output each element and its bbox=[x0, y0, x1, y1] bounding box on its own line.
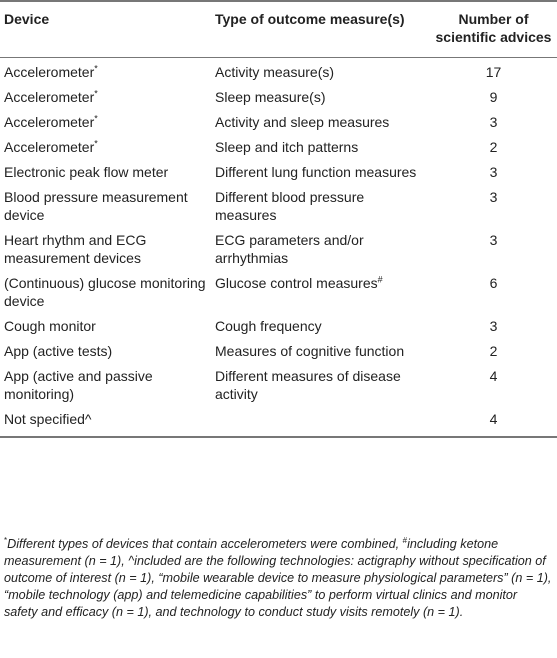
footnote-mark-asterisk: * bbox=[4, 535, 8, 545]
device-text: Accelerometer bbox=[4, 64, 95, 80]
device-footnote-mark: * bbox=[94, 88, 98, 99]
device-text: Heart rhythm and ECG measurement devices bbox=[4, 232, 147, 266]
outcome-text: Glucose control measures bbox=[215, 275, 378, 291]
table-row bbox=[0, 271, 557, 314]
table-row bbox=[0, 339, 557, 364]
cell-device bbox=[0, 185, 211, 228]
cell-device bbox=[0, 271, 211, 314]
outcome-text: ECG parameters and/or arrhythmias bbox=[215, 232, 364, 266]
cell-outcome bbox=[211, 228, 430, 271]
cell-device bbox=[0, 58, 211, 86]
device-text: Not specified^ bbox=[4, 411, 92, 427]
device-text: Blood pressure measurement device bbox=[4, 189, 188, 223]
cell-count: 4 bbox=[489, 368, 498, 384]
device-text: Electronic peak flow meter bbox=[4, 164, 169, 180]
cell-count: 6 bbox=[489, 275, 498, 291]
table-row bbox=[0, 110, 557, 135]
table-header-row bbox=[0, 1, 557, 58]
device-text: App (active tests) bbox=[4, 343, 113, 359]
outcome-text: Different lung function measures bbox=[215, 164, 417, 180]
cell-count: 3 bbox=[489, 114, 498, 130]
cell-outcome bbox=[211, 407, 430, 437]
table-row bbox=[0, 185, 557, 228]
device-footnote-mark: * bbox=[94, 113, 98, 124]
cell-device bbox=[0, 160, 211, 185]
cell-device bbox=[0, 314, 211, 339]
device-text: App (active and passive monitoring) bbox=[4, 368, 153, 402]
cell-outcome bbox=[211, 160, 430, 185]
cell-count: 3 bbox=[489, 318, 498, 334]
cell-count: 17 bbox=[485, 64, 502, 80]
table-row bbox=[0, 228, 557, 271]
cell-outcome bbox=[211, 364, 430, 407]
cell-count: 2 bbox=[489, 139, 498, 155]
cell-count: 9 bbox=[489, 89, 498, 105]
device-footnote-mark: * bbox=[94, 138, 98, 149]
table-row bbox=[0, 135, 557, 160]
outcome-text: Cough frequency bbox=[215, 318, 322, 334]
cell-device bbox=[0, 85, 211, 110]
cell-device bbox=[0, 407, 211, 437]
table-row bbox=[0, 85, 557, 110]
outcome-text: Activity measure(s) bbox=[215, 64, 335, 80]
header-outcome: Type of outcome measure(s) bbox=[211, 1, 430, 58]
cell-outcome bbox=[211, 110, 430, 135]
table-row bbox=[0, 364, 557, 407]
cell-count: 4 bbox=[430, 407, 557, 437]
outcome-text: Sleep and itch patterns bbox=[215, 139, 359, 155]
device-text: Cough monitor bbox=[4, 318, 96, 334]
footnote-text-2: including ketone measurement (n = 1), ^included are the following technologies: actigraphy without specification of outcome of interest (n = 1), “mobile wearable device to measure physiological parameters” (n = 1), “mobile technology (app) and telemedicine capabilities” to perform virtual clinics and monitor safety and efficacy (n = 1), and technology to conduct study visits remotely (n = 1). bbox=[4, 537, 552, 619]
cell-outcome bbox=[211, 58, 430, 86]
table-row bbox=[0, 407, 557, 437]
table-row bbox=[0, 314, 557, 339]
cell-count: 3 bbox=[489, 189, 498, 205]
cell-device bbox=[0, 339, 211, 364]
cell-outcome bbox=[211, 314, 430, 339]
footnote-text-1: Different types of devices that contain accelerometers were combined, bbox=[7, 537, 403, 551]
cell-outcome bbox=[211, 185, 430, 228]
device-footnote-mark: * bbox=[94, 63, 98, 74]
cell-device bbox=[0, 110, 211, 135]
cell-count: 3 bbox=[489, 164, 498, 180]
outcome-text: Different measures of disease activity bbox=[215, 368, 401, 402]
header-count: Number of scientific advices bbox=[430, 1, 557, 58]
cell-outcome bbox=[211, 135, 430, 160]
table-row bbox=[0, 58, 557, 86]
header-device: Device bbox=[0, 1, 211, 58]
outcome-footnote-mark: # bbox=[377, 274, 383, 285]
outcome-text: Different blood pressure measures bbox=[215, 189, 365, 223]
cell-outcome bbox=[211, 339, 430, 364]
device-text: Accelerometer bbox=[4, 89, 95, 105]
device-text: Accelerometer bbox=[4, 139, 95, 155]
cell-count: 2 bbox=[489, 343, 498, 359]
table-row bbox=[0, 160, 557, 185]
cell-outcome bbox=[211, 85, 430, 110]
table-footnote bbox=[4, 536, 552, 621]
outcome-text: Measures of cognitive function bbox=[215, 343, 405, 359]
device-text: Accelerometer bbox=[4, 114, 95, 130]
footnote-mark-hash: # bbox=[402, 535, 408, 545]
cell-count: 3 bbox=[489, 232, 498, 248]
cell-device bbox=[0, 228, 211, 271]
cell-device bbox=[0, 364, 211, 407]
cell-device bbox=[0, 135, 211, 160]
outcome-text: Activity and sleep measures bbox=[215, 114, 390, 130]
outcome-text: Sleep measure(s) bbox=[215, 89, 326, 105]
cell-outcome bbox=[211, 271, 430, 314]
device-text: (Continuous) glucose monitoring device bbox=[4, 275, 206, 309]
table-body bbox=[0, 58, 557, 438]
